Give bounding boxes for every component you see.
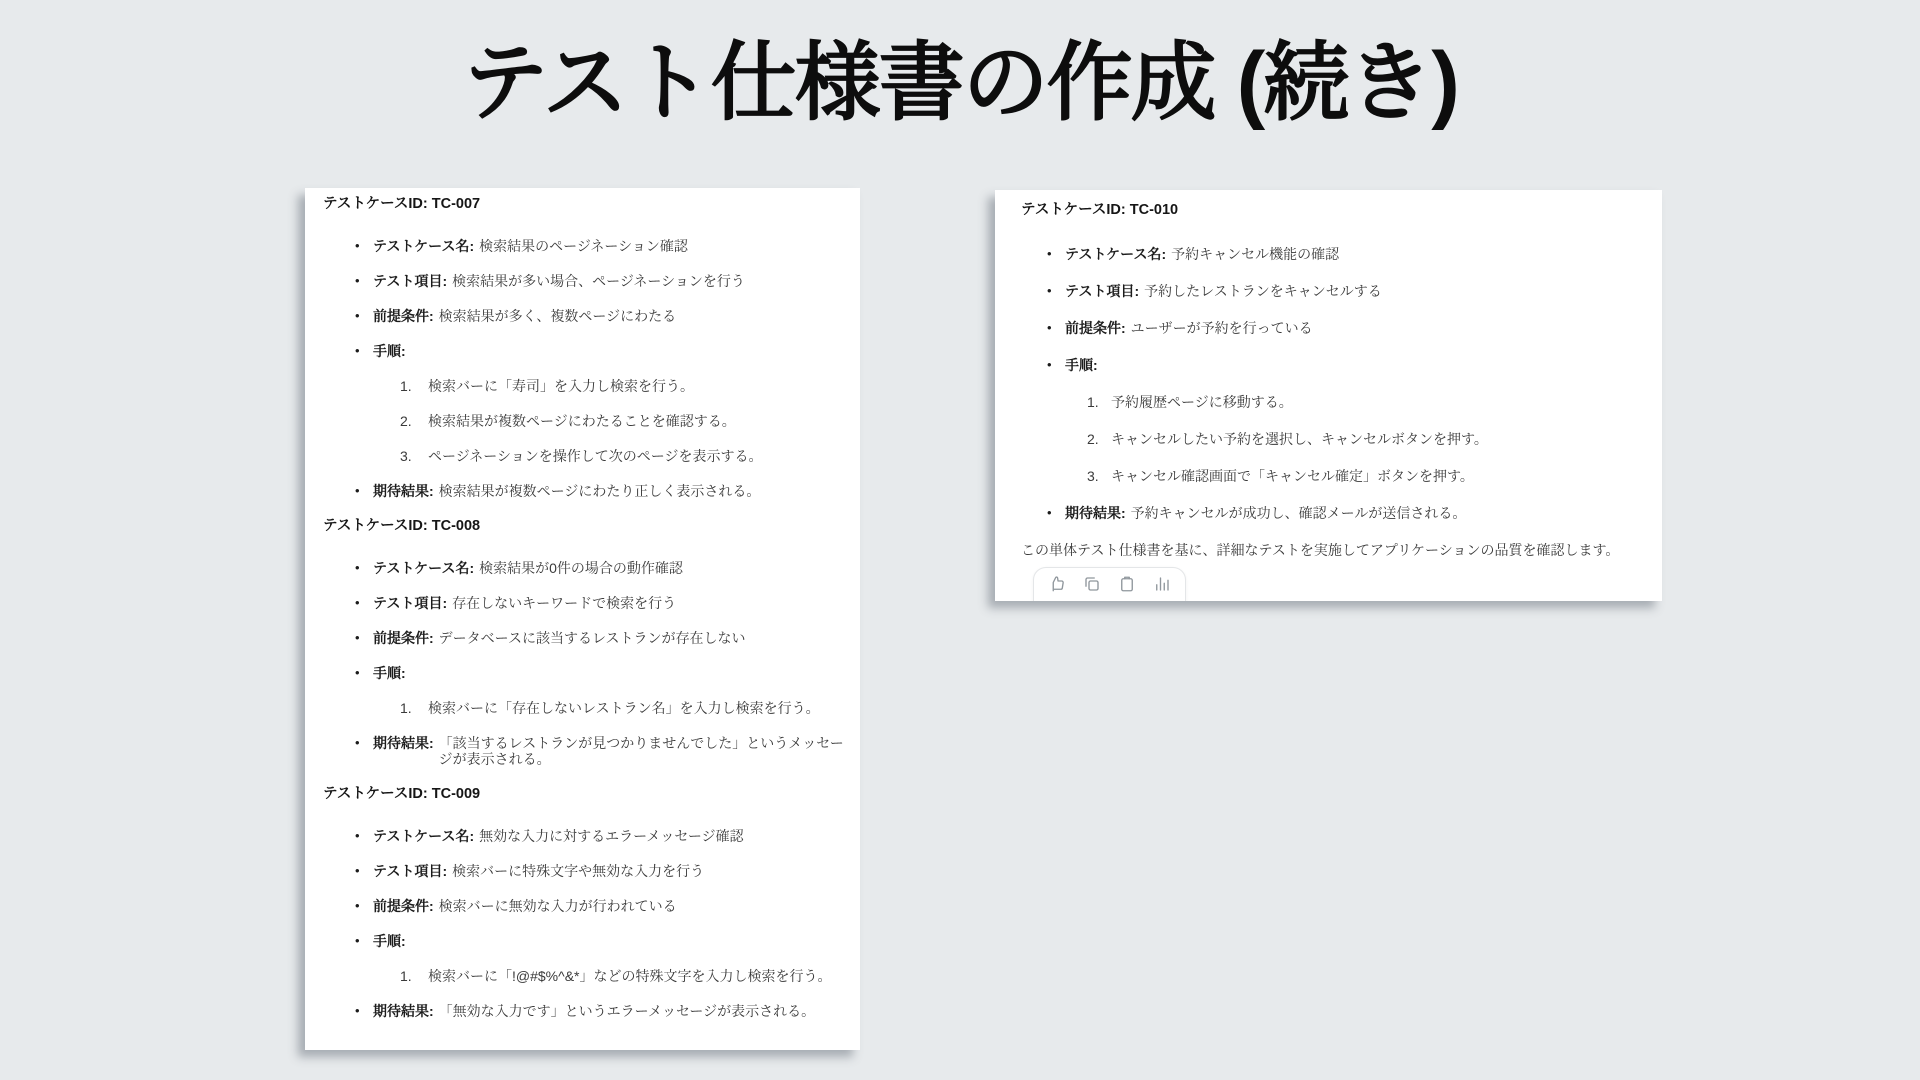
- bullet-icon: •: [355, 735, 360, 750]
- copy-icon: [1083, 575, 1101, 593]
- step-number: 1.: [400, 700, 412, 716]
- field-value: 予約キャンセルが成功し、確認メールが送信される。: [1130, 505, 1467, 521]
- test-case: [1021, 202, 1642, 521]
- bullet-icon: •: [355, 828, 360, 843]
- bullet-item: [1021, 320, 1642, 336]
- clipboard-button[interactable]: [1118, 575, 1136, 593]
- step-number: 3.: [400, 448, 412, 464]
- bullet-item: [323, 665, 846, 681]
- field-value: 予約キャンセル機能の確認: [1171, 246, 1340, 262]
- step-number: 1.: [400, 968, 412, 984]
- step-text: 検索バーに「寿司」を入力し検索を行う。: [428, 378, 694, 394]
- field-label: テスト項目:: [373, 595, 448, 611]
- field-label: 手順:: [1065, 357, 1098, 373]
- step-number: 2.: [1087, 431, 1099, 447]
- test-case: [323, 786, 846, 1019]
- stats-bars-button[interactable]: [1153, 575, 1171, 593]
- bullet-icon: •: [355, 933, 360, 948]
- stats-bars-icon: [1153, 575, 1171, 593]
- bullet-icon: •: [355, 308, 360, 323]
- bullet-item: [323, 828, 846, 844]
- panel-right-content: [1021, 202, 1642, 521]
- field-value: 検索バーに無効な入力が行われている: [438, 898, 677, 914]
- field-label: 前提条件:: [373, 898, 434, 914]
- step-number: 1.: [1087, 394, 1099, 410]
- bullet-icon: •: [355, 863, 360, 878]
- field-label: 期待結果:: [373, 483, 434, 499]
- field-label: テストケース名:: [373, 560, 475, 576]
- copy-button[interactable]: [1083, 575, 1101, 593]
- bullet-icon: •: [355, 630, 360, 645]
- test-spec-panel-left: [305, 188, 860, 1050]
- thumbs-up-icon: [1048, 575, 1066, 593]
- field-label: 期待結果:: [373, 735, 434, 751]
- expected-result-item: [323, 483, 846, 499]
- step-number: 1.: [400, 378, 412, 394]
- expected-result-item: [323, 735, 846, 767]
- message-action-bar: [1033, 567, 1186, 601]
- bullet-item: [323, 933, 846, 949]
- step-item: [1021, 394, 1642, 410]
- panel-left-content: [323, 196, 846, 1019]
- test-case-id: テストケースID: TC-007: [323, 196, 481, 212]
- step-number: 3.: [1087, 468, 1099, 484]
- bullet-item: [323, 308, 846, 324]
- bullet-icon: •: [355, 560, 360, 575]
- bullet-icon: •: [355, 898, 360, 913]
- step-item: [1021, 431, 1642, 447]
- bullet-icon: •: [1047, 357, 1052, 372]
- field-label: 手順:: [373, 665, 406, 681]
- step-text: キャンセルしたい予約を選択し、キャンセルボタンを押す。: [1111, 431, 1488, 447]
- field-value: 無効な入力に対するエラーメッセージ確認: [479, 828, 744, 844]
- bullet-item: [1021, 283, 1642, 299]
- step-item: [323, 378, 846, 394]
- step-text: 検索バーに「!@#$%^&*」などの特殊文字を入力し検索を行う。: [428, 968, 832, 984]
- bullet-icon: •: [1047, 320, 1052, 335]
- field-label: 手順:: [373, 343, 406, 359]
- bullet-item: [323, 595, 846, 611]
- step-text: 検索バーに「存在しないレストラン名」を入力し検索を行う。: [428, 700, 820, 716]
- field-label: テストケース名:: [1065, 246, 1167, 262]
- bullet-item: [323, 898, 846, 914]
- test-case-id: テストケースID: TC-008: [323, 518, 481, 534]
- field-label: 期待結果:: [373, 1003, 434, 1019]
- field-value: 検索結果が多く、複数ページにわたる: [438, 308, 677, 324]
- field-value: 「該当するレストランが見つかりませんでした」というメッセージが表示される。: [438, 735, 844, 767]
- test-spec-panel-right: [995, 190, 1662, 601]
- field-label: テストケース名:: [373, 238, 475, 254]
- bullet-icon: •: [1047, 283, 1052, 298]
- clipboard-icon: [1118, 575, 1136, 593]
- field-value: 検索結果が多い場合、ページネーションを行う: [452, 273, 745, 289]
- field-label: テスト項目:: [373, 863, 448, 879]
- bullet-icon: •: [355, 343, 360, 358]
- step-number: 2.: [400, 413, 412, 429]
- bullet-icon: •: [355, 595, 360, 610]
- bullet-icon: •: [355, 273, 360, 288]
- step-item: [1021, 468, 1642, 484]
- step-item: [323, 700, 846, 716]
- bullet-item: [323, 343, 846, 359]
- thumbs-up-button[interactable]: [1048, 575, 1066, 593]
- step-item: [323, 968, 846, 984]
- field-value: 存在しないキーワードで検索を行う: [452, 595, 677, 611]
- test-case: [323, 518, 846, 767]
- field-value: 検索結果が0件の場合の動作確認: [479, 560, 683, 576]
- bullet-item: [323, 238, 846, 254]
- field-label: テストケース名:: [373, 828, 475, 844]
- field-label: 前提条件:: [373, 308, 434, 324]
- test-case-id: テストケースID: TC-010: [1021, 202, 1179, 218]
- bullet-icon: •: [355, 238, 360, 253]
- field-label: 前提条件:: [1065, 320, 1126, 336]
- test-case: [323, 196, 846, 499]
- field-label: 手順:: [373, 933, 406, 949]
- bullet-icon: •: [355, 1003, 360, 1018]
- bullet-icon: •: [1047, 246, 1052, 261]
- field-label: テスト項目:: [373, 273, 448, 289]
- field-value: 検索バーに特殊文字や無効な入力を行う: [452, 863, 705, 879]
- expected-result-item: [323, 1003, 846, 1019]
- bullet-icon: •: [355, 483, 360, 498]
- bullet-item: [323, 863, 846, 879]
- field-label: テスト項目:: [1065, 283, 1140, 299]
- bullet-item: [323, 560, 846, 576]
- bullet-icon: •: [355, 665, 360, 680]
- field-value: 「無効な入力です」というエラーメッセージが表示される。: [438, 1003, 816, 1019]
- step-text: 検索結果が複数ページにわたることを確認する。: [428, 413, 736, 429]
- test-case-id: テストケースID: TC-009: [323, 786, 481, 802]
- bullet-item: [1021, 357, 1642, 373]
- bullet-item: [323, 630, 846, 646]
- field-label: 期待結果:: [1065, 505, 1126, 521]
- field-value: 検索結果のページネーション確認: [479, 238, 688, 254]
- field-value: 検索結果が複数ページにわたり正しく表示される。: [438, 483, 761, 499]
- step-text: キャンセル確認画面で「キャンセル確定」ボタンを押す。: [1111, 468, 1474, 484]
- field-label: 前提条件:: [373, 630, 434, 646]
- slide-title: テスト仕様書の作成 (続き): [462, 35, 1458, 131]
- field-value: 予約したレストランをキャンセルする: [1144, 283, 1382, 299]
- field-value: ユーザーが予約を行っている: [1130, 320, 1313, 336]
- step-item: [323, 413, 846, 429]
- summary-note: この単体テスト仕様書を基に、詳細なテストを実施してアプリケーションの品質を確認します。: [1021, 542, 1620, 558]
- bullet-icon: •: [1047, 505, 1052, 520]
- field-value: データベースに該当するレストランが存在しない: [438, 630, 746, 646]
- step-text: 予約履歴ページに移動する。: [1111, 394, 1293, 410]
- expected-result-item: [1021, 505, 1642, 521]
- bullet-item: [1021, 246, 1642, 262]
- bullet-item: [323, 273, 846, 289]
- step-item: [323, 448, 846, 464]
- step-text: ページネーションを操作して次のページを表示する。: [428, 448, 763, 464]
